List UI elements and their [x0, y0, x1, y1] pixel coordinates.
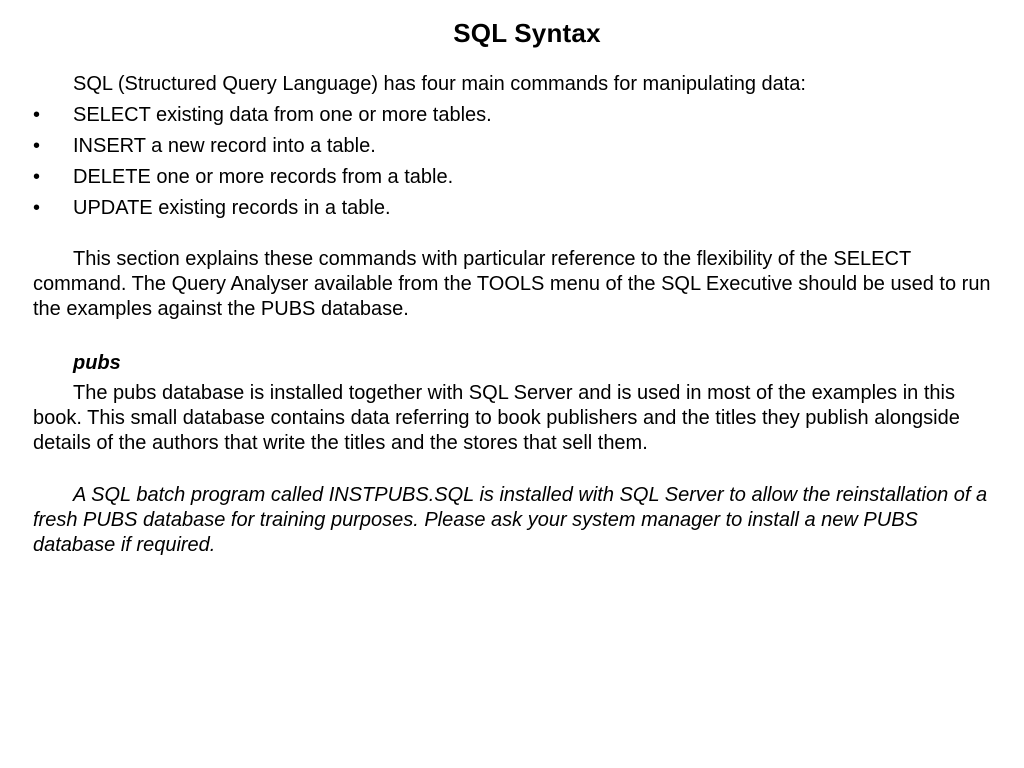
bullet-icon: •: [33, 104, 41, 126]
slide-title: SQL Syntax: [453, 18, 601, 48]
pubs-heading: pubs: [73, 352, 121, 374]
command-list: [33, 102, 993, 221]
list-item-text: UPDATE existing records in a table.: [73, 197, 391, 219]
bullet-icon: •: [33, 166, 41, 188]
list-item-text: DELETE one or more records from a table.: [73, 166, 454, 188]
pubs-paragraph: The pubs database is installed together with SQL Server and is used in most of the examples in this book. This small database contains data referring to book publishers and the titles they publish alongside details of the authors that write the titles and the stores that sell them.: [33, 382, 960, 454]
list-item: [33, 164, 993, 190]
slide-body: [33, 71, 993, 558]
list-item: [33, 102, 993, 128]
list-item-text: SELECT existing data from one or more tables.: [73, 104, 492, 126]
bullet-icon: •: [33, 135, 41, 157]
note-paragraph: A SQL batch program called INSTPUBS.SQL is installed with SQL Server to allow the reinstallation of a fresh PUBS database for training purposes. Please ask your system manager to install a new PUBS database if required.: [33, 484, 988, 556]
bullet-icon: •: [33, 197, 41, 219]
list-item: [33, 133, 993, 159]
section-paragraph: This section explains these commands with particular reference to the flexibility of the SELECT command. The Query Analyser available from the TOOLS menu of the SQL Executive should be used to run the examples against the PUBS database.: [33, 248, 991, 320]
intro-text: SQL (Structured Query Language) has four main commands for manipulating data:: [73, 73, 806, 95]
list-item: [33, 195, 993, 221]
list-item-text: INSERT a new record into a table.: [73, 135, 376, 157]
